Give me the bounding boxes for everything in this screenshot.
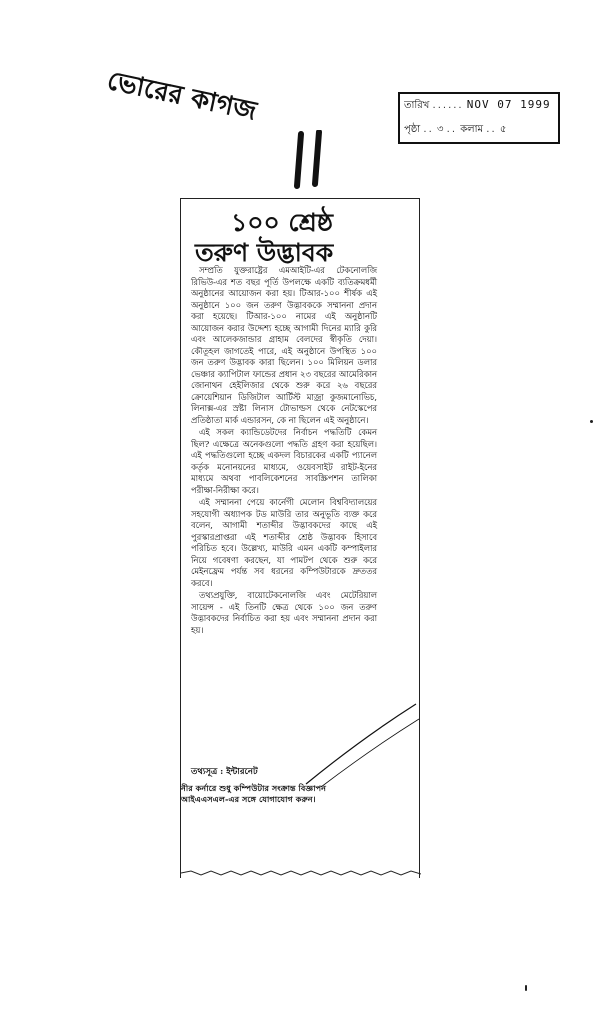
footer-ad (181, 783, 419, 805)
headline-line-2: তরুণ উদ্ভাবক (195, 238, 334, 267)
footer-ad-line-2: আইএএসএল-এর সঙ্গে যোগাযোগ করুন। (181, 794, 316, 804)
dotted-leader: ...... (432, 100, 464, 111)
column-label: কলাম (460, 124, 484, 135)
page-value: ৩ (436, 124, 444, 135)
column-value: ৫ (499, 124, 507, 135)
article-paragraph: এই সম্মাননা পেয়ে কার্নেগী মেলোন বিশ্ববিদ্যালয়ের সহযোগী অধ্যাপক টড মাউরি তার অনুভূতি ব্যক্ত করে বলেন, আগামী শতাব্দীর উদ্ভাবকদের কাছে এই পুরস্কারপ্রাপ্তরা এই শতাব্দীর শ্রেষ্ঠ উদ্ভাবক হিসাবে পরিচিত হবে। উল্লেখ্য, মাউরি এমন একটি কম্পাইলার নিয়ে গবেষণা করছেন, যা পামটপ থেকে শুরু করে মেইনফ্রেম পর্যন্ত সব ধরনের কম্পিউটারকে দ্রুততর করবে। (191, 497, 377, 588)
date-stamp (398, 92, 560, 144)
news-clipping (180, 198, 420, 878)
date-row (404, 98, 554, 115)
date-label: তারিখ (404, 100, 430, 111)
handwritten-mark (293, 130, 327, 190)
scan-speck (590, 420, 593, 423)
article-paragraph: সম্প্রতি যুক্তরাষ্ট্রের এমআইটি-এর টেকনোলজি রিভিউ-এর শত বছর পূর্তি উপলক্ষে একটি ব্যতিক্রমধর্মী অনুষ্ঠানের আয়োজন করা হয়। টিআর-১০০ শীর্ষক এই অনুষ্ঠানে ১০০ জন তরুণ উদ্ভাবককে সম্মাননা প্রদান করা হয়েছে। টিআর-১০০ নামের এই অনুষ্ঠানটি আয়োজন করার উদ্দেশ্য হচ্ছে আগামী দিনের ম্যারি কুরি এবং আলেকজান্ডার গ্রাহাম বেলদের স্বীকৃতি দেয়া। কৌতূহল জাগতেই পারে, এই অনুষ্ঠানে উপস্থিত ১০০ জন তরুণ উদ্ভাবক কারা ছিলেন। ১০০ মিলিয়ন ডলার ভেঞ্চার ক্যাপিটাল ফান্ডের প্রধান ২৩ বছরের আমেরিকান জোনাথন হেইলিজার থেকে শুরু করে ২৬ বছরের ক্রোয়েশিয়ান ডিজিটাল আর্টিস্ট মাজ্রা কুজমানোভিচ, লিনাক্স-এর স্রষ্টা লিনাস টোভাল্ডস থেকে নেটস্কেপের প্রতিষ্ঠাতা মার্ক এন্ডারসন, কে না ছিলেন এই অনুষ্ঠানে। (191, 265, 377, 425)
page-label: পৃষ্ঠা (404, 124, 421, 135)
date-value: NOV 07 1999 (466, 98, 551, 111)
torn-edge (181, 868, 421, 878)
newspaper-masthead: ভোরের কাগজ (104, 65, 260, 127)
page-column-row (404, 122, 554, 139)
dotted-leader: .. (423, 124, 434, 135)
article-paragraph: তথ্যপ্রযুক্তি, বায়োটেকনোলজি এবং মেটেরিয়াল সায়েন্স - এই তিনটি ক্ষেত্র থেকে ১০০ জন তরুণ উদ্ভাবকদের নির্বাচিত করা হয় এবং সম্মাননা প্রদান করা হয়। (191, 590, 377, 635)
scan-speck (525, 985, 527, 991)
headline-line-1: ১০০ শ্রেষ্ঠ (231, 208, 334, 237)
footer-ad-line-1: নীর কর্নারে শুধু কম্পিউটার সংক্রান্ত বিজ্ঞাপন (181, 783, 327, 793)
article-body (191, 265, 377, 637)
article-paragraph: এই সকল ক্যান্ডিডেটদের নির্বাচন পদ্ধতিটি কেমন ছিল? এক্ষেত্রে অনেকগুলো পদ্ধতি গ্রহণ করা হয়েছিল। এই পদ্ধতিগুলো হচ্ছে একদল বিচারকের একটি প্যানেল কর্তৃক মনোনয়নের মাধ্যমে, ওয়েবসাইট রাইট-ইনের মাধ্যমে অথবা পাবলিকেশনের সাবস্ক্রিপশন তালিকা পরীক্ষা-নিরীক্ষা করে। (191, 427, 377, 495)
dotted-leader: .. (486, 124, 497, 135)
article-source: তথ্যসূত্র : ইন্টারনেট (191, 767, 258, 777)
scribble-mark (301, 699, 421, 789)
dotted-leader: .. (446, 124, 457, 135)
